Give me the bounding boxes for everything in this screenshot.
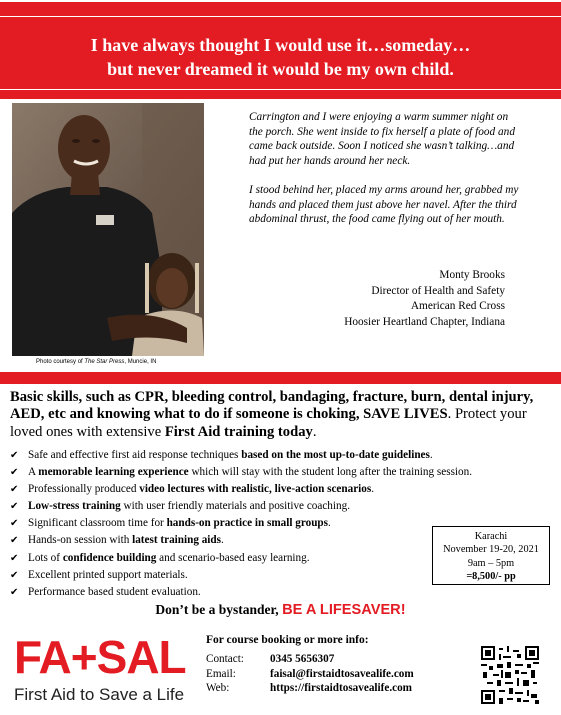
bullet-text: Hands-on session with — [28, 534, 133, 547]
logo-wordmark: FA+SAL — [14, 631, 186, 683]
bullet-text: A — [28, 466, 39, 479]
contact-label: Contact: — [206, 653, 244, 665]
contact-email-link[interactable]: faisal@firstaidtosavealife.com — [270, 667, 414, 680]
bullet-bold: confidence building — [62, 551, 157, 564]
checkmark-icon: ✔ — [10, 450, 19, 461]
bullet-bold: video lectures with realistic, live-action scenarios — [139, 483, 372, 496]
headline-line-2: but never dreamed it would be my own child. — [107, 59, 454, 79]
event-price: =8,500/- pp — [466, 570, 516, 582]
list-item — [10, 498, 550, 515]
contact-heading: For course booking or more info: — [206, 634, 369, 646]
section-divider — [0, 372, 561, 384]
caption-source: The Star Press — [84, 359, 125, 365]
call-to-action — [0, 602, 561, 618]
bullet-text: Professionally produced — [28, 483, 140, 496]
photo-caption — [36, 359, 156, 365]
testimonial-photo — [12, 103, 204, 356]
checkmark-icon: ✔ — [10, 467, 19, 479]
testimonial-signature — [300, 268, 505, 330]
checkmark-icon: ✔ — [10, 569, 19, 581]
bullet-text: Significant classroom time for — [28, 517, 167, 530]
bullet-text-end: . — [328, 517, 331, 530]
checkmark-icon: ✔ — [10, 518, 19, 530]
signature-chapter: Hoosier Heartland Chapter, Indiana — [344, 315, 505, 328]
contact-label: Email: — [206, 667, 236, 680]
checkmark-icon: ✔ — [10, 501, 19, 513]
checkmark-icon: ✔ — [10, 586, 19, 598]
bullet-text-end: . — [371, 483, 375, 496]
qr-code-icon[interactable] — [481, 646, 539, 704]
bullet-bold: based on the most up-to-date guidelines — [241, 449, 430, 461]
checkmark-icon: ✔ — [10, 535, 19, 547]
table-row — [206, 668, 414, 683]
caption-prefix: Photo courtesy of — [36, 359, 85, 365]
table-row — [206, 653, 414, 668]
cta-highlight: BE A LIFESAVER! — [282, 602, 406, 618]
bullet-text: Excellent printed support materials. — [28, 568, 188, 581]
bullet-bold: memorable learning experience — [38, 466, 189, 479]
intro-bold-end: First Aid training today — [164, 423, 313, 440]
bullet-text-end: with user friendly materials and positive coaching. — [120, 500, 350, 513]
bullet-text: Lots of — [28, 551, 63, 564]
intro-end: . — [312, 423, 317, 440]
signature-org: American Red Cross — [410, 300, 505, 313]
headline-line-1: I have always thought I would use it…someday… — [90, 35, 471, 55]
brand-logo — [14, 631, 194, 709]
contact-phone[interactable]: 0345 5656307 — [270, 653, 335, 665]
headline — [0, 33, 561, 81]
bullet-text: Performance based student evaluation. — [28, 585, 201, 598]
checkmark-icon: ✔ — [10, 484, 19, 496]
intro-bold: Basic skills, such as CPR, bleeding control, bandaging, fracture, burn, dental injury, AED, etc and knowing what to do if someone is choking, SAVE LIVES — [10, 389, 534, 423]
bullet-bold: Low-stress training — [28, 500, 121, 513]
testimonial-story — [249, 110, 519, 241]
list-item — [10, 481, 550, 498]
event-city: Karachi — [474, 531, 508, 542]
signature-name: Monty Brooks — [439, 269, 505, 281]
intro-mid: . Protect your loved ones with extensive — [10, 406, 527, 440]
bullet-text-end: . — [429, 449, 433, 461]
photo-illustration — [12, 103, 204, 356]
bullet-text: Safe and effective first aid response techniques — [28, 449, 242, 461]
list-item — [10, 447, 550, 464]
contact-table — [206, 653, 414, 697]
event-details-box — [432, 526, 550, 585]
contact-label: Web: — [206, 682, 230, 695]
bullet-bold: latest training aids — [132, 534, 221, 547]
list-item — [10, 464, 550, 481]
bullet-text-end: which will stay with the student long after the training session. — [188, 466, 473, 479]
bullet-bold: hands-on practice in small groups — [166, 517, 328, 530]
intro-paragraph — [10, 389, 550, 441]
list-item — [10, 584, 550, 601]
signature-title: Director of Health and Safety — [371, 284, 505, 297]
bullet-text-end: . — [221, 534, 224, 547]
checkmark-icon: ✔ — [10, 552, 19, 564]
event-time: 9am – 5pm — [467, 557, 515, 569]
table-row — [206, 682, 414, 697]
logo-tagline: First Aid to Save a Life — [14, 685, 185, 704]
event-dates: November 19-20, 2021 — [443, 544, 539, 556]
story-paragraph-1: Carrington and I were enjoying a warm summer night on the porch. She went inside to fix herself a plate of food and came back outside. Soon I noticed she wasn’t talking…and had put her hands around her neck. — [249, 111, 515, 168]
story-paragraph-2: I stood behind her, placed my arms around her, grabbed my hands and placed them just above her navel. After the third abdominal thrust, the food came flying out of her mouth. — [249, 183, 519, 226]
cta-prefix: Don’t be a bystander, — [155, 602, 283, 617]
caption-suffix: , Muncie, IN — [124, 359, 157, 365]
contact-web-link[interactable]: https://firstaidtosavealife.com — [270, 682, 412, 695]
bullet-text-end: and scenario-based easy learning. — [156, 551, 310, 564]
